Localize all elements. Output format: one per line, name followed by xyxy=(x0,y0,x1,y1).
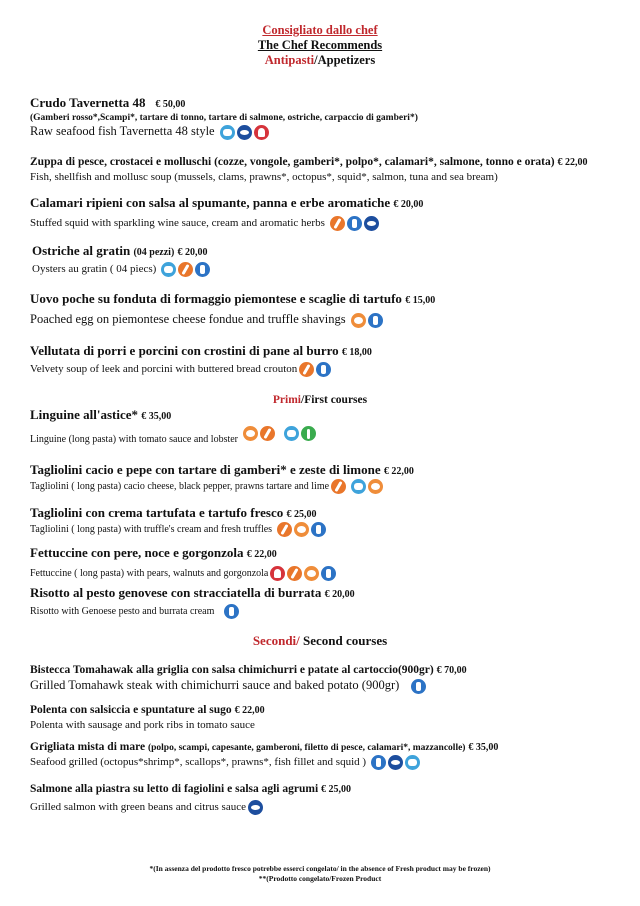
item-name: Zuppa di pesce, crostacei e molluschi (cozze, vongole, gamberi*, polpo*, calamari*, salmone, tonno e orata) xyxy=(30,156,555,168)
allergen-icons xyxy=(277,522,328,537)
item-price: € 35,00 xyxy=(468,742,499,753)
menu-item-crudo xyxy=(30,95,620,140)
allergen-icons xyxy=(224,604,241,619)
footer-note-frozen: *(In assenza del prodotto fresco potrebbe esserci congelato/ in the absence of Fresh product may be frozen) xyxy=(149,864,491,873)
appetizers-label: Appetizers xyxy=(317,53,376,67)
item-qty: (04 pezzi) xyxy=(133,247,175,258)
cereal-icon xyxy=(330,216,345,231)
dairy-icon xyxy=(351,313,366,328)
item-name: Linguine all'astice* xyxy=(30,407,138,422)
allergen-icons xyxy=(331,479,385,494)
cereal-icon xyxy=(299,362,314,377)
secondi-en-label: Second courses xyxy=(299,633,388,648)
item-name: Vellutata di porri e porcini con crostini di pane al burro xyxy=(30,343,339,358)
item-price: € 20,00 xyxy=(393,199,424,210)
allergen-icons xyxy=(330,216,381,231)
celery-icon xyxy=(301,426,316,441)
sulphite-icon xyxy=(224,604,239,619)
item-name: Crudo Tavernetta 48 xyxy=(30,95,146,110)
item-name: Ostriche al gratin xyxy=(32,243,131,258)
primi-label: Primi xyxy=(272,394,301,406)
item-name: Salmone alla piastra su letto di fagiolini e salsa agli agrumi xyxy=(30,783,319,795)
sulphite-icon xyxy=(195,262,210,277)
antipasti-heading xyxy=(0,53,640,68)
item-price: € 70,00 xyxy=(436,665,467,676)
menu-item-uovo xyxy=(30,291,620,328)
menu-item-grigliata xyxy=(30,740,620,770)
sulphite-icon xyxy=(371,755,386,770)
item-price: € 22,00 xyxy=(557,157,588,168)
fish-icon xyxy=(388,755,403,770)
antipasti-sep: / xyxy=(314,53,318,67)
allergen-icons xyxy=(299,362,333,377)
item-desc: Tagliolini ( long pasta) with truffle's cream and fresh truffles xyxy=(30,524,273,535)
allergen-icons xyxy=(248,800,265,815)
item-price: € 25,00 xyxy=(321,784,352,795)
menu-item-calamari xyxy=(30,195,620,231)
item-desc: Grilled Tomahawk steak with chimichurri sauce and baked potato (900gr) xyxy=(30,678,400,692)
menu-item-vellutata xyxy=(30,343,620,377)
menu-item-zuppa xyxy=(30,155,620,185)
item-price: € 50,00 xyxy=(155,99,186,110)
item-price: € 22,00 xyxy=(234,705,265,716)
menu-item-tagliolini-cacio xyxy=(30,462,620,494)
crustacean-icon xyxy=(284,426,299,441)
allergen-icons xyxy=(270,566,338,581)
primi-sep: / xyxy=(300,394,305,406)
sulphite-icon xyxy=(411,679,426,694)
item-sub: (polpo, scampi, capesante, gamberoni, filetto di pesce, calamari*, mazzancolle) xyxy=(147,743,466,753)
menu-item-bistecca xyxy=(30,663,620,694)
item-name: Uovo poche su fonduta di formaggio piemontese e scaglie di tartufo xyxy=(30,291,402,306)
allergen-icons xyxy=(220,124,271,140)
crustacean-icon xyxy=(161,262,176,277)
crustacean-icon xyxy=(351,479,366,494)
chef-title-it: Consigliato dallo chef xyxy=(262,23,378,37)
item-price: € 20,00 xyxy=(177,247,208,258)
item-name: Tagliolini cacio e pepe con tartare di gamberi* e zeste di limone xyxy=(30,462,381,477)
item-desc: Tagliolini ( long pasta) cacio cheese, black pepper, prawns tartare and lime xyxy=(30,481,330,492)
dairy-icon xyxy=(294,522,309,537)
dairy-icon xyxy=(243,426,258,441)
cereal-icon xyxy=(178,262,193,277)
secondi-label: Secondi/ xyxy=(252,633,300,648)
crustacean-icon xyxy=(220,125,235,140)
mollusc-icon xyxy=(254,125,269,140)
cereal-icon xyxy=(260,426,275,441)
fish-icon xyxy=(237,125,252,140)
chef-title-en: The Chef Recommends xyxy=(257,38,383,52)
antipasti-label: Antipasti xyxy=(264,53,315,67)
dairy-icon xyxy=(368,479,383,494)
item-name: Fettuccine con pere, noce e gorgonzola xyxy=(30,545,244,560)
item-desc: Seafood grilled (octopus*shrimp*, scallops*, prawns*, fish fillet and squid ) xyxy=(30,756,367,769)
item-desc: Stuffed squid with sparkling wine sauce, cream and aromatic herbs xyxy=(30,217,325,230)
cereal-icon xyxy=(331,479,346,494)
item-desc: Fettuccine ( long pasta) with pears, walnuts and gorgonzola xyxy=(30,568,269,579)
item-desc: Grilled salmon with green beans and citrus sauce xyxy=(30,801,246,814)
item-desc: Oysters au gratin ( 04 piecs) xyxy=(32,263,157,276)
menu-item-linguine xyxy=(30,407,620,447)
allergen-icons xyxy=(371,755,422,770)
fish-icon xyxy=(248,800,263,815)
item-price: € 22,00 xyxy=(246,549,277,560)
sulphite-icon xyxy=(347,216,362,231)
primi-heading xyxy=(0,394,640,406)
sulphite-icon xyxy=(321,566,336,581)
item-desc: Risotto with Genoese pesto and burrata cream xyxy=(30,606,215,617)
allergen-icons xyxy=(243,426,319,441)
item-price: € 18,00 xyxy=(341,347,372,358)
item-price: € 15,00 xyxy=(405,295,436,306)
item-desc: Velvety soup of leek and porcini with buttered bread crouton xyxy=(30,363,298,376)
sulphite-icon xyxy=(316,362,331,377)
crustacean-icon xyxy=(405,755,420,770)
item-name: Bistecca Tomahawak alla griglia con salsa chimichurri e patate al cartoccio(900gr) xyxy=(30,664,434,676)
sulphite-icon xyxy=(368,313,383,328)
menu-item-salmone xyxy=(30,782,620,815)
secondi-heading xyxy=(0,633,640,649)
item-name: Risotto al pesto genovese con stracciatella di burrata xyxy=(30,585,322,600)
item-desc: Linguine (long pasta) with tomato sauce and lobster xyxy=(30,434,239,445)
item-price: € 20,00 xyxy=(324,589,355,600)
cereal-icon xyxy=(287,566,302,581)
item-price: € 25,00 xyxy=(286,509,317,520)
item-desc: Raw seafood fish Tavernetta 48 style xyxy=(30,124,215,138)
item-name: Calamari ripieni con salsa al spumante, panna e erbe aromatiche xyxy=(30,195,391,210)
primi-en-label: First courses xyxy=(304,394,368,406)
dairy-icon xyxy=(304,566,319,581)
item-price: € 22,00 xyxy=(383,466,414,477)
item-name: Polenta con salsiccia e spuntature al sugo xyxy=(30,704,232,716)
item-desc: Fish, shellfish and mollusc soup (mussels, clams, prawns*, octopus*, squid*, salmon, tuna and sea bream) xyxy=(30,171,498,183)
menu-item-fettuccine xyxy=(30,545,620,581)
menu-item-tagliolini-tartufo xyxy=(30,505,620,537)
footer-note-frozen-product: **(Prodotto congelato/Frozen Product xyxy=(258,874,382,883)
item-desc: Polenta with sausage and pork ribs in tomato sauce xyxy=(30,719,255,731)
allergen-icons xyxy=(351,312,385,328)
menu-item-ostriche xyxy=(32,243,622,277)
cereal-icon xyxy=(277,522,292,537)
menu-item-risotto xyxy=(30,585,620,619)
item-name: Tagliolini con crema tartufata e tartufo fresco xyxy=(30,505,284,520)
allergen-icons xyxy=(161,262,212,277)
nuts-icon xyxy=(270,566,285,581)
item-sub: (Gamberi rosso*,Scampi*, tartare di tonno, tartare di salmone, ostriche, carpaccio di gamberi*) xyxy=(30,113,418,123)
item-desc: Poached egg on piemontese cheese fondue and truffle shavings xyxy=(30,312,346,326)
item-name: Grigliata mista di mare xyxy=(30,741,146,753)
sulphite-icon xyxy=(311,522,326,537)
fish-icon xyxy=(364,216,379,231)
allergen-icons xyxy=(411,678,428,694)
item-price: € 35,00 xyxy=(141,411,172,422)
menu-item-polenta xyxy=(30,703,620,733)
